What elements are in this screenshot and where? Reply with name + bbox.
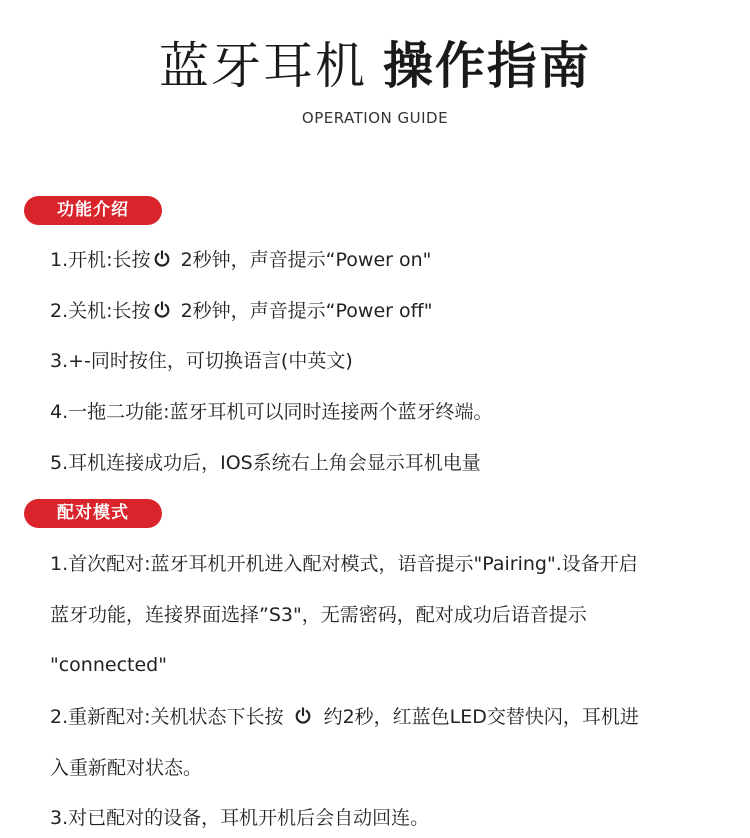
line-text-before: 2.关机:长按 (50, 300, 151, 322)
page-title (0, 34, 750, 98)
function-line-5: 5.耳机连接成功后，IOS系统右上角会显示耳机电量 (50, 452, 481, 474)
section-badge-functions: 功能介绍 (24, 196, 162, 225)
pairing-line-2: 蓝牙功能，连接界面选择”S3"，无需密码，配对成功后语音提示 (50, 604, 587, 626)
function-line-4: 4.一拖二功能:蓝牙耳机可以同时连接两个蓝牙终端。 (50, 401, 493, 423)
pairing-line-5: 入重新配对状态。 (50, 757, 203, 779)
pairing-line-4 (50, 704, 639, 730)
line-text-after: 2秒钟，声音提示“Power on" (174, 249, 432, 271)
title-main: 蓝牙耳机 (159, 37, 367, 95)
pairing-line-3: "connected" (50, 654, 167, 676)
function-line-2 (50, 298, 432, 324)
line-text-after: 约2秒，红蓝色LED交替快闪，耳机进 (317, 706, 639, 728)
line-text-after: 2秒钟，声音提示“Power off" (174, 300, 433, 322)
line-text-before: 2.重新配对:关机状态下长按 (50, 706, 284, 728)
power-icon (294, 707, 312, 725)
title-strong: 操作指南 (383, 37, 591, 95)
power-icon (153, 301, 171, 319)
pairing-line-1: 1.首次配对:蓝牙耳机开机进入配对模式，语音提示"Pairing".设备开启 (50, 553, 638, 575)
pairing-line-6: 3.对已配对的设备，耳机开机后会自动回连。 (50, 807, 430, 829)
line-text-before: 1.开机:长按 (50, 249, 151, 271)
section-badge-pairing: 配对模式 (24, 499, 162, 528)
subtitle: OPERATION GUIDE (301, 109, 449, 127)
function-line-1 (50, 247, 431, 273)
power-icon (153, 250, 171, 268)
function-line-3: 3.+-同时按住，可切换语言(中英文) (50, 350, 353, 372)
